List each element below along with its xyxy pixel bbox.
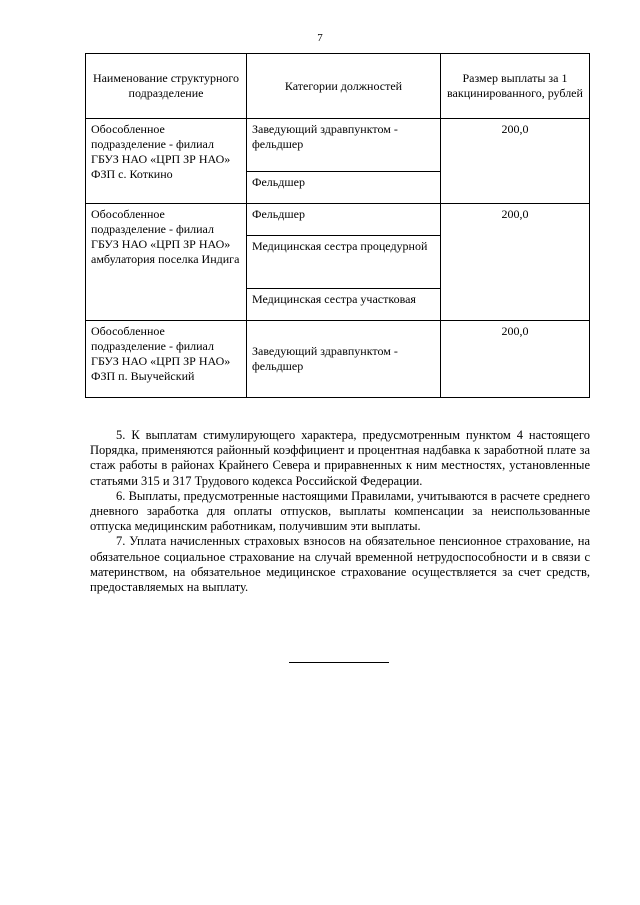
table-header-row — [86, 54, 590, 119]
amount-cell: 200,0 — [441, 204, 590, 321]
position-cell: Фельдшер — [247, 172, 441, 204]
page-number: 7 — [317, 32, 323, 44]
paragraph-6: 6. Выплаты, предусмотренные настоящими Правилами, учитываются в расчете среднего дневного заработка для оплаты отпусков, выплаты компенсации за неиспользованные отпуска медицинским работникам, получившим эти выплаты. — [90, 488, 590, 534]
header-unit: Наименование структурного подразделение — [86, 54, 247, 119]
position-cell: Медицинская сестра процедурной — [247, 236, 441, 289]
unit-cell: Обособленное подразделение - филиал ГБУЗ НАО «ЦРП ЗР НАО» амбулатория поселка Индига — [86, 204, 247, 321]
table-row — [86, 204, 590, 236]
table-row — [86, 119, 590, 172]
body-text — [90, 428, 590, 595]
position-cell: Заведующий здравпунктом - фельдшер — [247, 119, 441, 172]
amount-cell: 200,0 — [441, 119, 590, 204]
position-cell: Медицинская сестра участковая — [247, 289, 441, 321]
paragraph-5: 5. К выплатам стимулирующего характера, предусмотренным пунктом 4 настоящего Порядка, применяются районный коэффициент и процентная надбавка к заработной плате за стаж работы в районах Крайнего Севера и приравненных к ним местностях, установленные статьями 315 и 317 Трудового кодекса Российской Федерации. — [90, 428, 590, 488]
table-row — [86, 321, 590, 398]
payment-table — [85, 53, 590, 398]
unit-cell: Обособленное подразделение - филиал ГБУЗ НАО «ЦРП ЗР НАО» ФЗП с. Коткино — [86, 119, 247, 204]
position-cell: Заведующий здравпунктом - фельдшер — [247, 321, 441, 398]
end-separator-line — [289, 662, 389, 663]
amount-cell: 200,0 — [441, 321, 590, 398]
header-amount: Размер выплаты за 1 вакцинированного, рублей — [441, 54, 590, 119]
position-cell: Фельдшер — [247, 204, 441, 236]
header-category: Категории должностей — [247, 54, 441, 119]
paragraph-7: 7. Уплата начисленных страховых взносов на обязательное пенсионное страхование, на обязательное социальное страхование на случай временной нетрудоспособности и в связи с материнством, на обязательное медицинское страхование осуществляется за счет средств, предоставляемых на выплату. — [90, 534, 590, 595]
unit-cell: Обособленное подразделение - филиал ГБУЗ НАО «ЦРП ЗР НАО» ФЗП п. Выучейский — [86, 321, 247, 398]
